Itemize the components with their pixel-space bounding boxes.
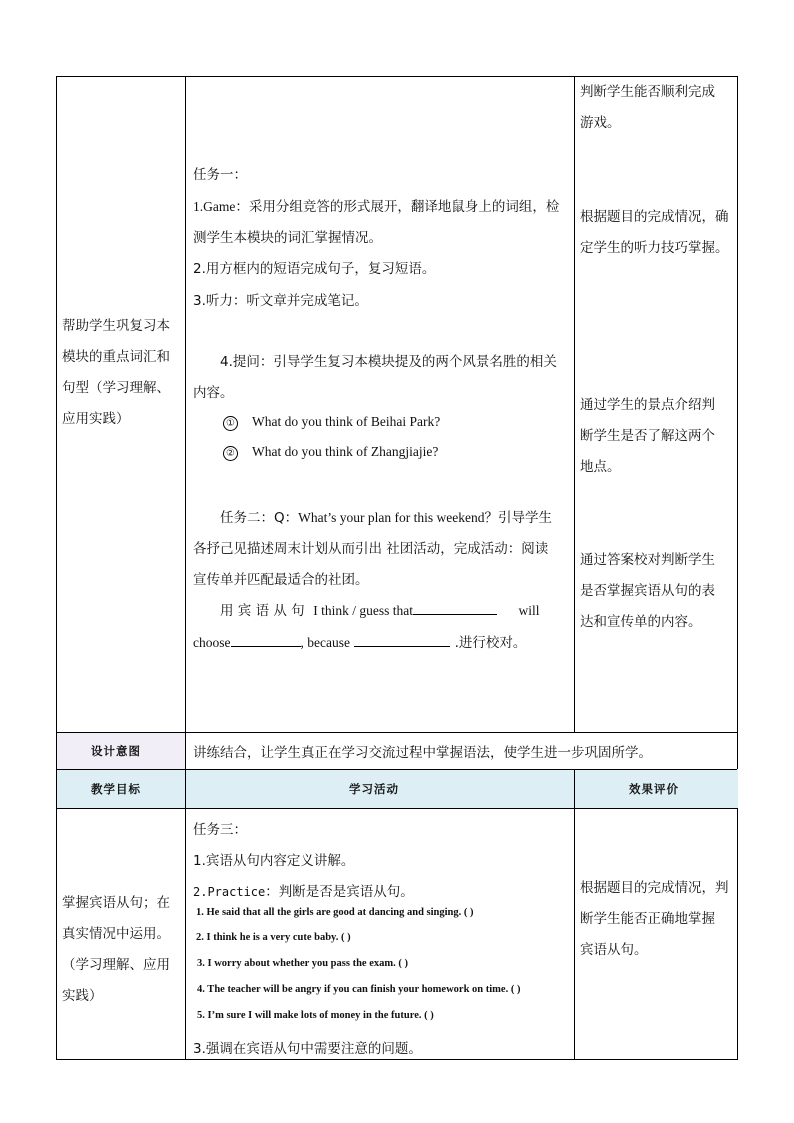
row3-goal: 掌握宾语从句；在 真实情况中运用。 （学习理解、应用 实践） bbox=[62, 895, 170, 1004]
task3-title: 任务三： bbox=[193, 822, 247, 838]
row3-eval: 根据题目的完成情况，判 断学生能否正确地掌握 宾语从句。 bbox=[580, 880, 729, 958]
row1-goal: 帮助学生巩复习本 模块的重点词汇和 句型（学习理解、 应用实践） bbox=[62, 318, 170, 427]
design-text: 讲练结合，让学生真正在学习交流过程中掌握语法，使学生进一步巩固所学。 bbox=[193, 745, 652, 761]
task2-line2: 各抒己见描述周末计划从而引出 社团活动，完成活动：阅读 bbox=[193, 541, 549, 557]
task1-item4-cont: 内容。 bbox=[193, 385, 234, 401]
task1-item4: 4.提问：引导学生复习本模块提及的两个风景名胜的相关 bbox=[220, 354, 557, 370]
design-label: 设计意图 bbox=[91, 744, 141, 758]
practice-sentence-5: 5. I’m sure I will make lots of money in the future. ( ) bbox=[197, 1010, 434, 1021]
object-clause-line2: choose , because .进行校对。 bbox=[193, 635, 527, 651]
task2-line3: 宣传单并匹配最适合的社团。 bbox=[193, 572, 369, 588]
eval-d: 通过答案校对判断学生 是否掌握宾语从句的表 达和宣传单的内容。 bbox=[580, 552, 715, 630]
header-activity: 学习活动 bbox=[349, 782, 399, 796]
eval-a: 判断学生能否顺利完成 游戏。 bbox=[580, 84, 715, 131]
eval-c: 通过学生的景点介绍判 断学生是否了解这两个 地点。 bbox=[580, 397, 715, 475]
eval-b: 根据题目的完成情况，确 定学生的听力技巧掌握。 bbox=[580, 209, 729, 256]
blank-3[interactable] bbox=[354, 646, 450, 647]
question-2: ② What do you think of Zhangjiajie? bbox=[223, 444, 438, 461]
lesson-plan-table bbox=[56, 76, 738, 1060]
task1-item2: 2.用方框内的短语完成句子，复习短语。 bbox=[193, 261, 436, 277]
task1-item1-cont: 测学生本模块的词汇掌握情况。 bbox=[193, 230, 382, 246]
blank-2[interactable] bbox=[231, 646, 301, 647]
header-goal: 教学目标 bbox=[91, 782, 141, 796]
object-clause-line1: 用 宾 语 从 句 I think / guess that will bbox=[220, 603, 540, 619]
circled-number: ② bbox=[223, 446, 238, 461]
question-1: ① What do you think of Beihai Park? bbox=[223, 414, 440, 431]
practice-sentence-1: 1. He said that all the girls are good at dancing and singing. ( ) bbox=[196, 907, 474, 918]
task3-item1: 1.宾语从句内容定义讲解。 bbox=[193, 853, 355, 869]
header-eval: 效果评价 bbox=[629, 782, 679, 796]
task3-item2: 2.Practice：判断是否是宾语从句。 bbox=[193, 884, 414, 900]
task1-item1: 1.Game：采用分组竞答的形式展开，翻译地鼠身上的词组，检 bbox=[193, 199, 560, 215]
practice-sentence-2: 2. I think he is a very cute baby. ( ) bbox=[196, 932, 351, 943]
blank-1[interactable] bbox=[413, 614, 497, 615]
circled-number: ① bbox=[223, 416, 238, 431]
task1-title: 任务一： bbox=[193, 167, 247, 183]
practice-sentence-4: 4. The teacher will be angry if you can finish your homework on time. ( ) bbox=[197, 984, 521, 995]
practice-sentence-3: 3. I worry about whether you pass the exam. ( ) bbox=[197, 958, 408, 969]
task3-item3: 3.强调在宾语从句中需要注意的问题。 bbox=[193, 1041, 422, 1057]
task2-line1: 任务二：Q：What’s your plan for this weekend？引导学生 bbox=[220, 510, 552, 526]
task1-item3: 3.听力：听文章并完成笔记。 bbox=[193, 293, 368, 309]
